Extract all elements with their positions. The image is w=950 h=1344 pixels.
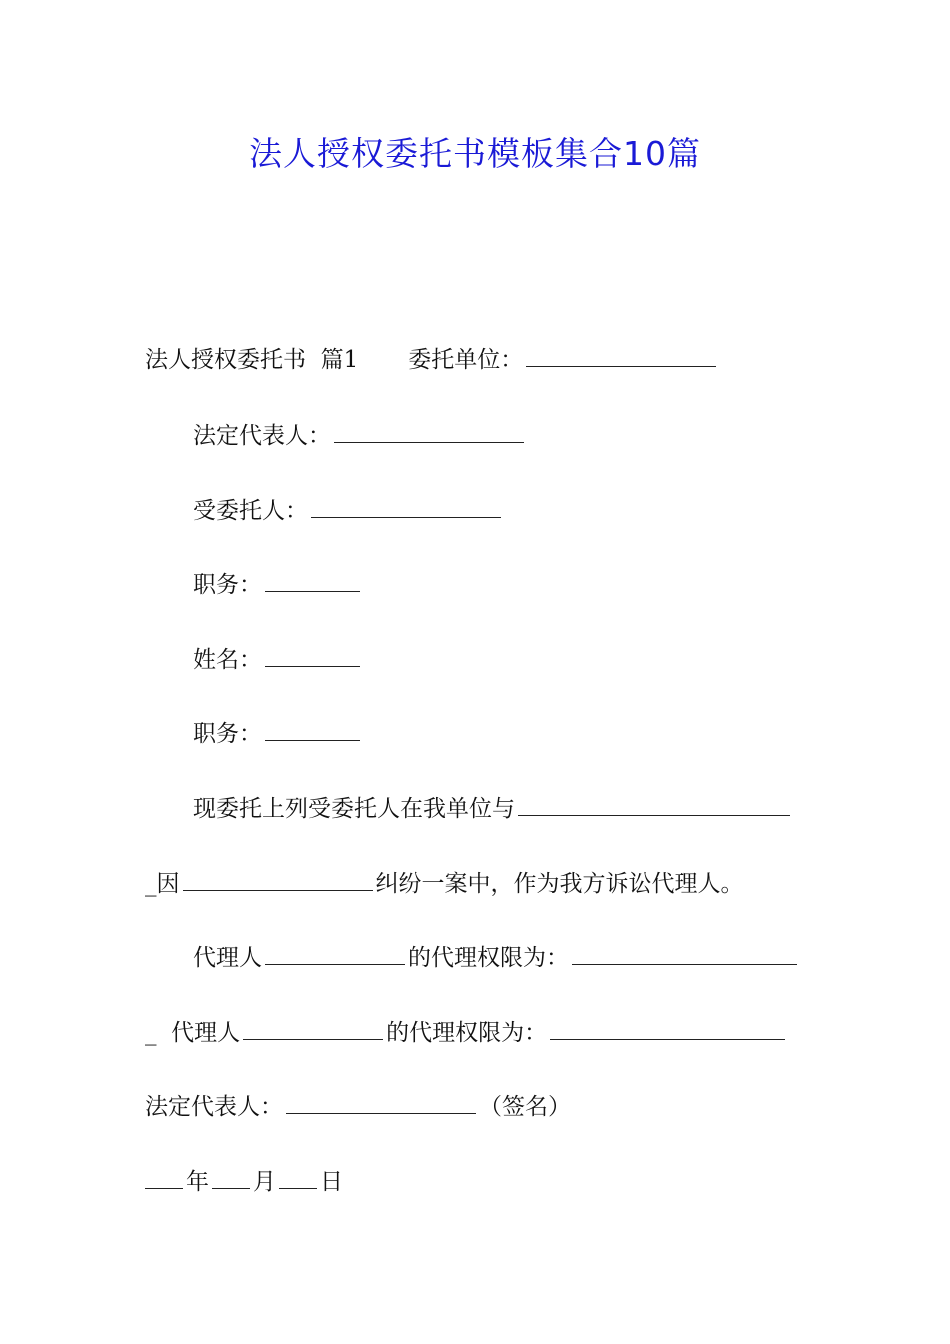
sign-label: 法定代表人： bbox=[145, 1094, 283, 1120]
paragraph-1-line-2 bbox=[145, 868, 744, 899]
section-heading: 法人授权委托书 篇1 bbox=[145, 347, 359, 373]
name-line bbox=[193, 644, 363, 675]
post-label: 职务： bbox=[193, 721, 262, 747]
year-label: 年 bbox=[186, 1169, 209, 1195]
post-label: 职务： bbox=[193, 572, 262, 598]
section-1-header-line bbox=[145, 344, 719, 375]
paragraph-2-line-2 bbox=[145, 1017, 788, 1048]
paragraph-text: 现委托上列受委托人在我单位与 bbox=[193, 796, 515, 822]
paragraph-1-line-1 bbox=[193, 793, 793, 824]
opponent-blank[interactable] bbox=[518, 793, 790, 816]
post-blank[interactable] bbox=[265, 569, 360, 592]
name-label: 姓名： bbox=[193, 647, 262, 673]
client-label: 委托单位： bbox=[408, 347, 524, 373]
agent-name-blank[interactable] bbox=[243, 1017, 383, 1040]
agent-blank[interactable] bbox=[311, 495, 501, 518]
post-blank[interactable] bbox=[265, 718, 360, 741]
paragraph-text: _因 bbox=[145, 871, 180, 897]
legal-rep-label: 法定代表人： bbox=[193, 423, 331, 449]
month-label: 月 bbox=[253, 1169, 276, 1195]
name-blank[interactable] bbox=[265, 644, 360, 667]
signature-blank[interactable] bbox=[286, 1091, 476, 1114]
day-label: 日 bbox=[320, 1169, 343, 1195]
paragraph-text: 的代理权限为： bbox=[408, 945, 569, 971]
agent-label: 受委托人： bbox=[193, 498, 308, 524]
legal-rep-blank[interactable] bbox=[334, 420, 524, 443]
client-blank[interactable] bbox=[526, 344, 716, 367]
paragraph-2-line-1 bbox=[193, 942, 800, 973]
legal-rep-line bbox=[193, 420, 527, 451]
year-blank[interactable] bbox=[145, 1166, 183, 1189]
paragraph-text: 代理人 bbox=[193, 945, 262, 971]
paragraph-text: 的代理权限为： bbox=[386, 1020, 548, 1046]
post-line-2 bbox=[193, 718, 363, 749]
authority-blank[interactable] bbox=[550, 1017, 785, 1040]
paragraph-text: 纠纷一案中，作为我方诉讼代理人。 bbox=[375, 871, 744, 897]
document-title: 法人授权委托书模板集合10篇 bbox=[249, 134, 701, 173]
sign-suffix: （签名） bbox=[479, 1094, 571, 1120]
date-line bbox=[145, 1166, 343, 1197]
post-line-1 bbox=[193, 569, 363, 600]
authority-blank[interactable] bbox=[572, 942, 797, 965]
day-blank[interactable] bbox=[279, 1166, 317, 1189]
agent-name-blank[interactable] bbox=[265, 942, 405, 965]
paragraph-text: _ 代理人 bbox=[145, 1020, 241, 1046]
month-blank[interactable] bbox=[212, 1166, 250, 1189]
signature-line bbox=[145, 1091, 571, 1122]
cause-blank[interactable] bbox=[183, 868, 373, 891]
agent-line bbox=[193, 495, 504, 526]
